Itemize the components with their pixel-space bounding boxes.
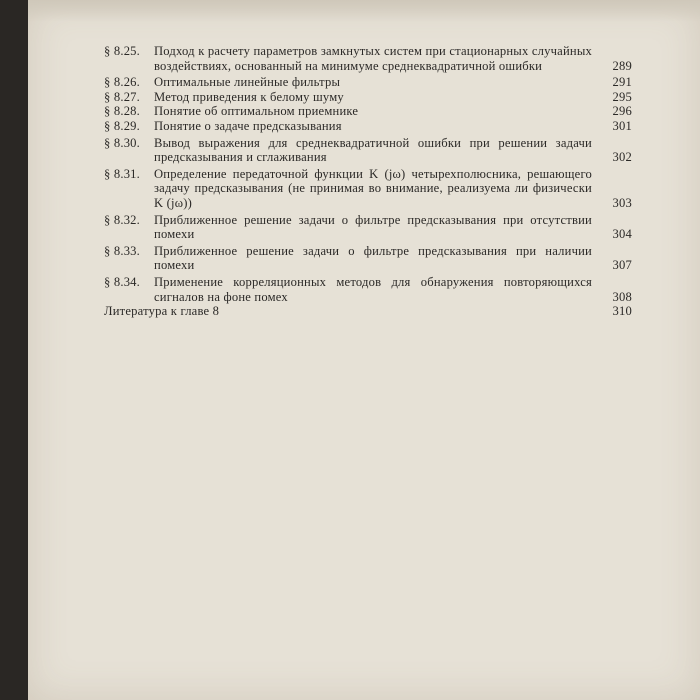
section-number: § 8.29. xyxy=(104,118,141,133)
section-title: Понятие об оптимальном приемнике xyxy=(154,104,359,119)
toc-entry xyxy=(104,213,632,242)
section-number: § 8.33. xyxy=(104,243,141,258)
section-title: Понятие о задаче предсказывания xyxy=(154,118,342,133)
page-number: 296 xyxy=(612,104,632,119)
section-number: § 8.31. xyxy=(104,166,141,181)
table-of-contents xyxy=(104,44,632,319)
section-number: § 8.26. xyxy=(104,75,141,90)
toc-literature-entry xyxy=(104,304,632,319)
page-number: 310 xyxy=(612,304,632,319)
section-number: § 8.27. xyxy=(104,89,141,104)
section-title: Определение передаточной функции K (jω) четырехполюсника, решающего задачу предсказывания (не принимая во внимание, реализуема ли физически K (jω)) xyxy=(154,166,592,210)
section-number: § 8.25. xyxy=(104,44,141,58)
section-number: § 8.32. xyxy=(104,212,141,227)
page-number: 295 xyxy=(612,89,632,104)
page-number: 308 xyxy=(612,289,632,304)
page-number: 303 xyxy=(612,195,632,210)
section-title: Подход к расчету параметров замкнутых систем при стационарных случайных воздействиях, основанный на минимуме среднеквадратичной ошибки xyxy=(154,44,592,73)
toc-entry xyxy=(104,104,632,119)
page-top-shadow xyxy=(28,0,700,22)
section-title: Оптимальные линейные фильтры xyxy=(154,75,341,90)
section-number: § 8.34. xyxy=(104,274,141,289)
section-title: Приближенное решение задачи о фильтре предсказывания при отсутствии помехи xyxy=(154,212,592,242)
toc-entry xyxy=(104,136,632,165)
section-title: Приближенное решение задачи о фильтре предсказывания при наличии помехи xyxy=(154,243,592,273)
page-number: 289 xyxy=(612,58,632,73)
page-number: 307 xyxy=(612,258,632,273)
toc-entry xyxy=(104,244,632,273)
section-title: Вывод выражения для среднеквадратичной ошибки при решении задачи предсказывания и сглаживания xyxy=(154,135,592,165)
page-number: 304 xyxy=(612,227,632,242)
toc-entry xyxy=(104,275,632,304)
section-number: § 8.30. xyxy=(104,135,141,150)
toc-entry xyxy=(104,44,632,73)
toc-entry xyxy=(104,119,632,134)
page-number: 302 xyxy=(612,150,632,165)
toc-entry xyxy=(104,167,632,211)
toc-entry xyxy=(104,90,632,105)
toc-entry xyxy=(104,75,632,90)
page-number: 291 xyxy=(612,75,632,90)
page-number: 301 xyxy=(612,118,632,133)
section-title: Применение корреляционных методов для обнаружения повторяющихся сигналов на фоне помех xyxy=(154,274,592,304)
literature-title: Литература к главе 8 xyxy=(104,304,220,319)
section-number: § 8.28. xyxy=(104,104,141,119)
section-title: Метод приведения к белому шуму xyxy=(154,89,344,104)
